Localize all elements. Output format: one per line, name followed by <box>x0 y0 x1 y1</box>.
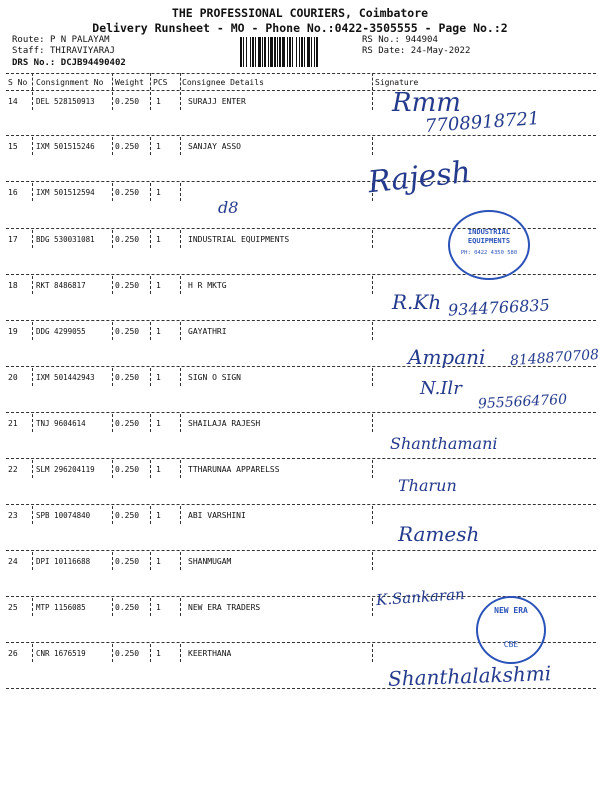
barcode-bar <box>282 37 285 67</box>
cell-sno: 20 <box>8 373 18 382</box>
cell-consignment: DPI 10116688 <box>36 557 91 566</box>
row-rule <box>6 688 596 689</box>
cell-sno: 21 <box>8 419 18 428</box>
drs-label: DRS No.: <box>12 58 56 68</box>
row-col-divider <box>32 92 33 110</box>
signature-14: Rmm <box>392 88 461 118</box>
row-col-divider <box>150 644 151 662</box>
cell-consignment: MTP 1156085 <box>36 603 86 612</box>
rs-no-value: 944904 <box>405 35 438 45</box>
cell-consignee: SHAILAJA RAJESH <box>188 419 261 428</box>
row-col-divider <box>372 598 373 616</box>
barcode-bar <box>268 37 269 67</box>
barcode-bar <box>274 37 276 67</box>
rs-no-line <box>362 35 438 45</box>
row-col-divider <box>372 552 373 570</box>
col-pcs: PCS <box>153 78 168 87</box>
row-col-divider <box>112 322 113 340</box>
row-col-divider <box>372 276 373 294</box>
phone-20: 9555664760 <box>477 391 568 413</box>
row-col-divider <box>150 322 151 340</box>
rs-no-label: RS No.: <box>362 35 400 45</box>
barcode-bar <box>304 37 305 67</box>
barcode-bar <box>314 37 315 67</box>
row-col-divider <box>112 552 113 570</box>
row-col-divider <box>372 92 373 110</box>
row-rule <box>6 135 596 136</box>
row-rule <box>6 320 596 321</box>
cell-sno: 15 <box>8 142 18 151</box>
row-rule <box>6 458 596 459</box>
row-rule <box>6 181 596 182</box>
row-col-divider <box>112 137 113 155</box>
signature-22: Tharun <box>398 476 457 495</box>
cell-pcs: 1 <box>156 419 161 428</box>
cell-weight: 0.250 <box>115 327 140 336</box>
cell-sno: 26 <box>8 649 18 658</box>
barcode-bar <box>277 37 278 67</box>
stamp-inner-text: PH: 0422 4350 580 <box>460 250 518 256</box>
row-col-divider <box>372 460 373 478</box>
cell-weight: 0.250 <box>115 511 140 520</box>
cell-consignee: SURAJJ ENTER <box>188 97 246 106</box>
cell-pcs: 1 <box>156 373 161 382</box>
runsheet-subtitle: Delivery Runsheet - MO - Phone No.:0422-3505555 - Page No.:2 <box>92 21 508 35</box>
col-consignment: Consignment No <box>36 78 104 87</box>
row-col-divider <box>180 276 181 294</box>
row-col-divider <box>372 644 373 662</box>
cell-sno: 23 <box>8 511 18 520</box>
row-col-divider <box>32 460 33 478</box>
col-sno: S No <box>8 78 28 87</box>
cell-pcs: 1 <box>156 97 161 106</box>
row-col-divider <box>32 368 33 386</box>
row-rule <box>6 412 596 413</box>
row-col-divider <box>180 183 181 201</box>
drs-value: DCJB94490402 <box>60 58 126 68</box>
row-col-divider <box>150 414 151 432</box>
col-consignee: Consignee Details <box>182 78 264 87</box>
new-era-stamp <box>476 596 546 664</box>
staff-label: Staff: <box>12 46 45 56</box>
row-col-divider <box>180 137 181 155</box>
phone-14: 7708918721 <box>424 108 541 137</box>
barcode-bar <box>262 37 263 67</box>
col-divider <box>112 73 113 90</box>
signature-19: Ampani <box>408 345 486 369</box>
col-divider <box>32 73 33 90</box>
row-col-divider <box>112 644 113 662</box>
barcode-bar <box>296 37 297 67</box>
row-col-divider <box>32 230 33 248</box>
cell-consignment: SLM 296204119 <box>36 465 95 474</box>
stamp-text: NEW ERA <box>494 606 528 615</box>
barcode-bar <box>307 37 310 67</box>
row-col-divider <box>112 230 113 248</box>
cell-pcs: 1 <box>156 465 161 474</box>
cell-consignment: BDG 530031081 <box>36 235 95 244</box>
row-col-divider <box>112 598 113 616</box>
row-col-divider <box>32 137 33 155</box>
barcode-bar <box>246 37 247 67</box>
row-col-divider <box>180 506 181 524</box>
cell-pcs: 1 <box>156 649 161 658</box>
table-top-rule <box>6 73 596 74</box>
cell-consignment: RKT 8486817 <box>36 281 86 290</box>
cell-consignment: IXM 501515246 <box>36 142 95 151</box>
drs-line <box>12 58 126 68</box>
stamp-text: INDUSTRIAL EQUIPMENTS <box>467 228 511 245</box>
barcode-bar <box>264 37 266 67</box>
barcode-bar <box>316 37 318 67</box>
company-title: THE PROFESSIONAL COURIERS, Coimbatore <box>171 6 429 20</box>
row-col-divider <box>32 414 33 432</box>
cell-pcs: 1 <box>156 557 161 566</box>
phone-18: 9344766835 <box>447 295 551 320</box>
row-col-divider <box>32 322 33 340</box>
barcode-bar <box>252 37 254 67</box>
cell-pcs: 1 <box>156 603 161 612</box>
row-rule <box>6 504 596 505</box>
row-rule <box>6 550 596 551</box>
staff-value: THIRAVIYARAJ <box>49 46 115 56</box>
cell-weight: 0.250 <box>115 649 140 658</box>
signature-21: Shanthamani <box>390 434 498 453</box>
row-col-divider <box>32 598 33 616</box>
cell-consignee: TTHARUNAA APPARELSS <box>188 465 280 474</box>
cell-consignment: TNJ 9604614 <box>36 419 86 428</box>
row-col-divider <box>150 552 151 570</box>
signature-20: N.Ilr <box>420 378 462 399</box>
row-col-divider <box>150 276 151 294</box>
cell-consignee: GAYATHRI <box>188 327 227 336</box>
row-col-divider <box>150 460 151 478</box>
row-col-divider <box>180 414 181 432</box>
cell-sno: 22 <box>8 465 18 474</box>
route-value: P N PALAYAM <box>49 35 110 45</box>
row-col-divider <box>112 460 113 478</box>
cell-sno: 24 <box>8 557 18 566</box>
cell-pcs: 1 <box>156 235 161 244</box>
cell-pcs: 1 <box>156 327 161 336</box>
cell-weight: 0.250 <box>115 281 140 290</box>
row-col-divider <box>180 644 181 662</box>
cell-sno: 16 <box>8 188 18 197</box>
header-bottom-rule <box>6 90 596 91</box>
stamp-inner-text: CBE <box>503 640 519 649</box>
row-col-divider <box>32 183 33 201</box>
signature-23: Ramesh <box>398 522 480 546</box>
barcode-bar <box>258 37 261 67</box>
cell-consignment: CNR 1676519 <box>36 649 86 658</box>
row-col-divider <box>372 368 373 386</box>
row-col-divider <box>372 506 373 524</box>
barcode-bar <box>287 37 288 67</box>
signature-15: Rajesh <box>366 154 473 201</box>
cell-consignment: DDG 4299055 <box>36 327 86 336</box>
cell-weight: 0.250 <box>115 603 140 612</box>
cell-pcs: 1 <box>156 188 161 197</box>
cell-consignee: NEW ERA TRADERS <box>188 603 261 612</box>
barcode-bar <box>299 37 300 67</box>
cell-weight: 0.250 <box>115 188 140 197</box>
rs-date-label: RS Date: <box>362 46 406 56</box>
row-col-divider <box>150 506 151 524</box>
row-rule <box>6 366 596 367</box>
barcode-bar <box>279 37 281 67</box>
cell-consignee: H R MKTG <box>188 281 227 290</box>
cell-sno: 18 <box>8 281 18 290</box>
cell-sno: 25 <box>8 603 18 612</box>
row-col-divider <box>32 276 33 294</box>
row-col-divider <box>180 368 181 386</box>
cell-consignee: SANJAY ASSO <box>188 142 241 151</box>
row-col-divider <box>150 183 151 201</box>
row-col-divider <box>150 368 151 386</box>
row-col-divider <box>372 230 373 248</box>
row-col-divider <box>180 92 181 110</box>
cell-weight: 0.250 <box>115 465 140 474</box>
row-col-divider <box>112 414 113 432</box>
row-col-divider <box>372 414 373 432</box>
cell-consignment: IXM 501442943 <box>36 373 95 382</box>
cell-sno: 17 <box>8 235 18 244</box>
row-col-divider <box>180 598 181 616</box>
cell-consignee: SHANMUGAM <box>188 557 232 566</box>
cell-sno: 14 <box>8 97 18 106</box>
cell-sno: 19 <box>8 327 18 336</box>
row-col-divider <box>372 322 373 340</box>
barcode-bar <box>240 37 242 67</box>
barcode <box>240 37 350 67</box>
barcode-bar <box>250 37 251 67</box>
row-col-divider <box>32 506 33 524</box>
col-signature: Signature <box>375 78 419 87</box>
cell-consignment: DEL 528150913 <box>36 97 95 106</box>
cell-weight: 0.250 <box>115 235 140 244</box>
route-line <box>12 35 110 45</box>
cell-consignee: ABI VARSHINI <box>188 511 246 520</box>
cell-consignment: SPB 10074840 <box>36 511 91 520</box>
row-col-divider <box>150 230 151 248</box>
rs-date-value: 24-May-2022 <box>410 46 471 56</box>
row-col-divider <box>150 92 151 110</box>
cell-consignment: IXM 501512594 <box>36 188 95 197</box>
row-col-divider <box>150 137 151 155</box>
barcode-bar <box>301 37 303 67</box>
row-col-divider <box>180 322 181 340</box>
staff-line <box>12 46 115 56</box>
row-col-divider <box>150 598 151 616</box>
signature-24: K.Sankaran <box>375 584 466 610</box>
cell-weight: 0.250 <box>115 97 140 106</box>
barcode-bar <box>289 37 291 67</box>
col-divider <box>180 73 181 90</box>
row-col-divider <box>32 552 33 570</box>
industrial-equipments-stamp <box>448 210 530 280</box>
cell-consignee: KEERTHANA <box>188 649 232 658</box>
barcode-bar <box>292 37 293 67</box>
mark-16: d8 <box>218 198 239 217</box>
cell-pcs: 1 <box>156 142 161 151</box>
cell-weight: 0.250 <box>115 419 140 428</box>
cell-pcs: 1 <box>156 281 161 290</box>
row-col-divider <box>112 183 113 201</box>
row-col-divider <box>180 552 181 570</box>
barcode-bar <box>255 37 256 67</box>
row-col-divider <box>180 460 181 478</box>
cell-weight: 0.250 <box>115 557 140 566</box>
col-divider <box>150 73 151 90</box>
route-label: Route: <box>12 35 45 45</box>
row-col-divider <box>112 368 113 386</box>
col-weight: Weight <box>115 78 144 87</box>
signature-26: Shanthalakshmi <box>387 661 552 691</box>
row-col-divider <box>372 137 373 155</box>
col-divider <box>372 73 373 90</box>
row-col-divider <box>112 506 113 524</box>
barcode-bar <box>243 37 244 67</box>
row-col-divider <box>32 644 33 662</box>
cell-consignee: INDUSTRIAL EQUIPMENTS <box>188 235 290 244</box>
rs-date-line <box>362 46 470 56</box>
row-col-divider <box>112 276 113 294</box>
signature-18: R.Kh <box>392 290 442 314</box>
row-col-divider <box>180 230 181 248</box>
cell-weight: 0.250 <box>115 373 140 382</box>
cell-pcs: 1 <box>156 511 161 520</box>
barcode-bar <box>270 37 273 67</box>
barcode-bar <box>311 37 312 67</box>
row-col-divider <box>112 92 113 110</box>
cell-weight: 0.250 <box>115 142 140 151</box>
cell-consignee: SIGN O SIGN <box>188 373 241 382</box>
phone-19: 8148870708 <box>509 346 600 370</box>
